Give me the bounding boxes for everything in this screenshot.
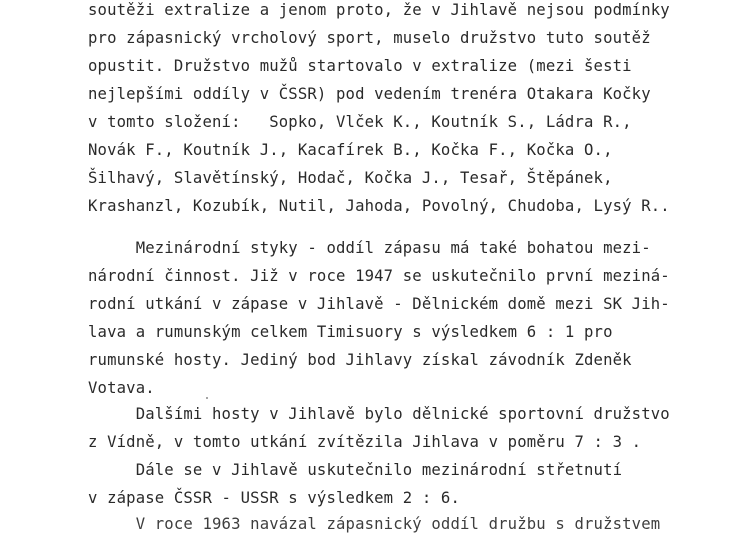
text-line-2: pro zápasnický vrcholový sport, muselo družstvo tuto soutěž (88, 29, 651, 47)
text-line-16: Dalšími hosty v Jihlavě bylo dělnické sportovní družstvo (88, 405, 670, 423)
text-line-7: Šilhavý, Slavětínský, Hodač, Kočka J., Tesař, Štěpánek, (88, 169, 613, 187)
text-line-19: v zápase ČSSR - USSR s výsledkem 2 : 6. (88, 489, 460, 507)
text-line-10: Mezinárodní styky - oddíl zápasu má také bohatou mezi- (88, 239, 651, 257)
text-line-11: národní činnost. Již v roce 1947 se uskutečnilo první meziná- (88, 267, 670, 285)
text-line-20: V roce 1963 navázal zápasnický oddíl družbu s družstvem (88, 515, 661, 533)
text-line-13: lava a rumunským celkem Timisuory s výsledkem 6 : 1 pro (88, 323, 613, 341)
text-line-6: Novák F., Koutník J., Kacafírek B., Kočka F., Kočka O., (88, 141, 613, 159)
text-line-5: v tomto složení: Sopko, Vlček K., Koutník S., Ládra R., (88, 113, 632, 131)
text-line-18: Dále se v Jihlavě uskutečnilo mezinárodní střetnutí (88, 461, 623, 479)
text-line-8: Krashanzl, Kozubík, Nutil, Jahoda, Povolný, Chudoba, Lysý R.. (88, 197, 670, 215)
text-line-4: nejlepšími oddíly v ČSSR) pod vedením trenéra Otakara Kočky (88, 85, 651, 103)
text-line-1: soutěži extralize a jenom proto, že v Jihlavě nejsou podmínky (88, 1, 670, 19)
text-line-14: rumunské hosty. Jediný bod Jihlavy získal závodník Zdeněk (88, 351, 632, 369)
text-line-3: opustit. Družstvo mužů startovalo v extralize (mezi šesti (88, 57, 632, 75)
scan-speck (206, 397, 208, 399)
text-line-17: z Vídně, v tomto utkání zvítězila Jihlava v poměru 7 : 3 . (88, 433, 642, 451)
text-line-15: Votava. (88, 379, 155, 397)
text-line-12: rodní utkání v zápase v Jihlavě - Dělnickém domě mezi SK Jih- (88, 295, 670, 313)
